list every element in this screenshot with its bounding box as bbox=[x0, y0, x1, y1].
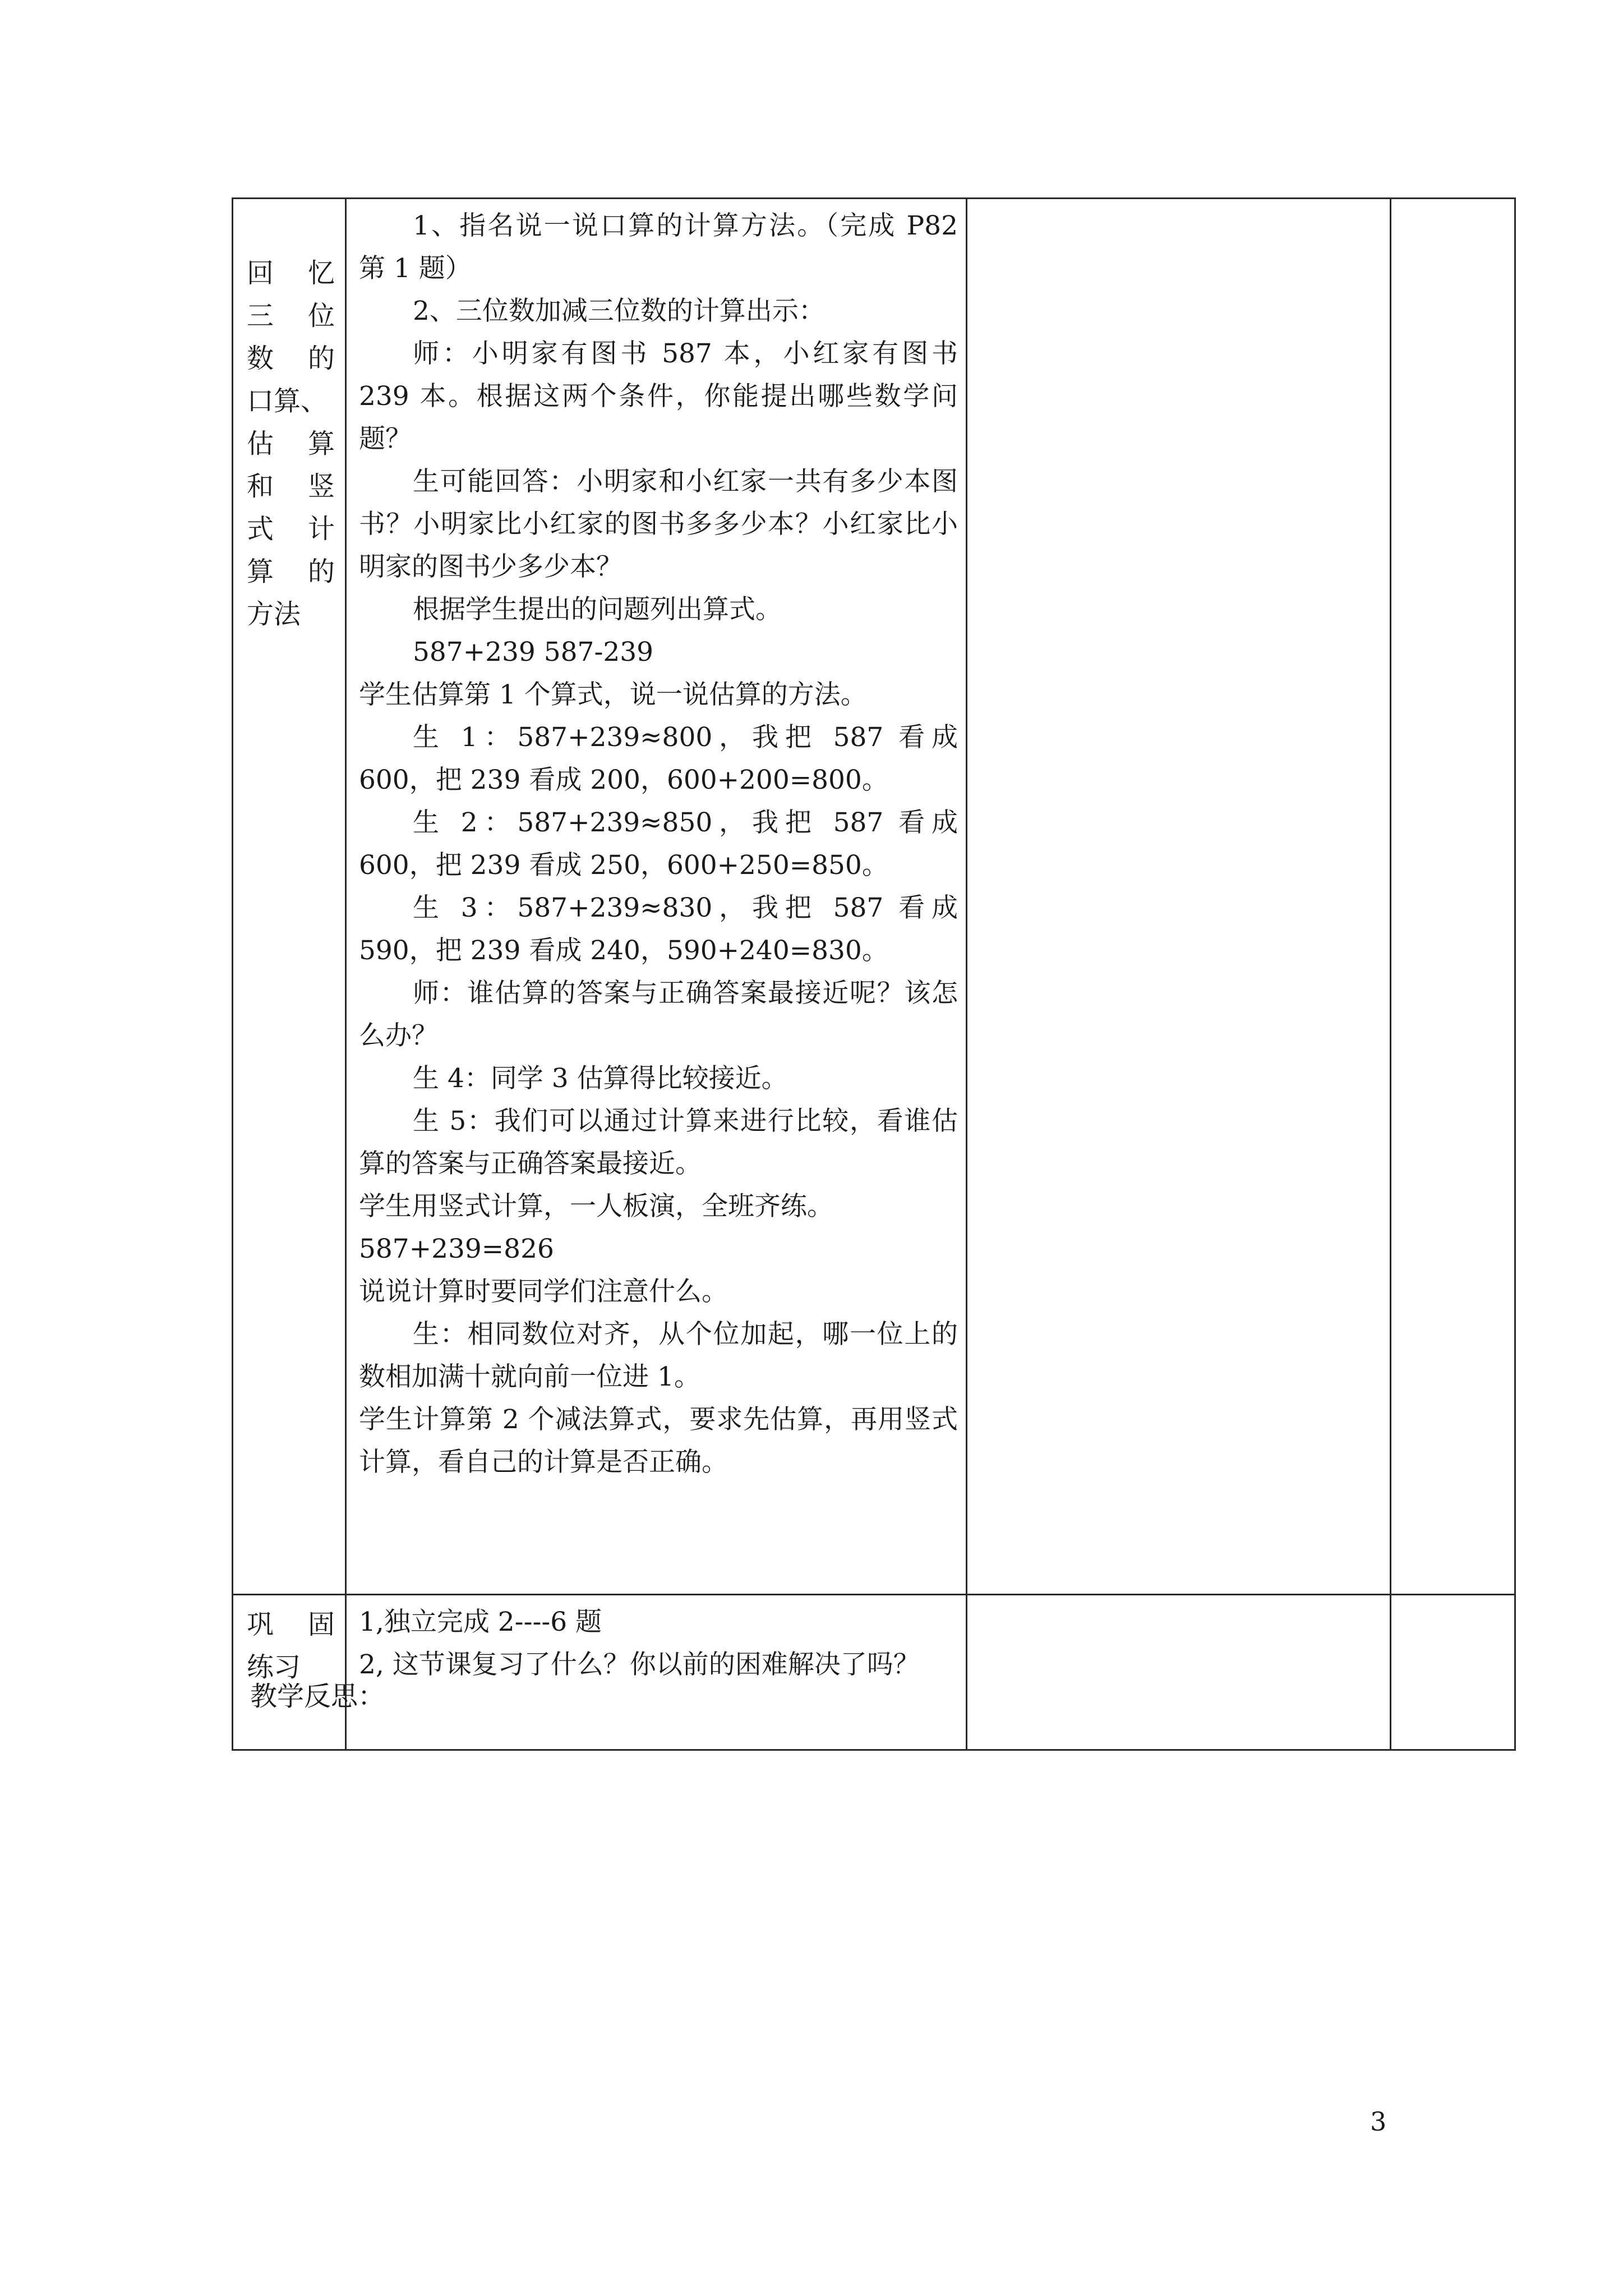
page-number: 3 bbox=[1370, 2106, 1387, 2137]
teaching-reflection-label: 教学反思： bbox=[250, 1681, 385, 1712]
practice-row bbox=[233, 1595, 1515, 1750]
label-char: 估 bbox=[247, 428, 274, 459]
label-char: 计 bbox=[307, 513, 335, 545]
label-char: 竖 bbox=[307, 471, 335, 502]
content-paragraph: 生 2：587+239≈850，我把 587 看成 600，把 239 看成 250，600+250=850。 bbox=[359, 807, 958, 881]
content-paragraph: 生 5：我们可以通过计算来进行比较，看谁估算的答案与正确答案最接近。 bbox=[359, 1106, 958, 1179]
label-char: 的 bbox=[307, 343, 335, 374]
practice-content-cell bbox=[346, 1595, 967, 1750]
lesson-plan-table bbox=[232, 197, 1516, 1751]
content-paragraph: 学生估算第 1 个算式，说一说估算的方法。 bbox=[359, 679, 867, 710]
label-char: 数 bbox=[247, 343, 274, 374]
content-paragraph: 587+239=826 bbox=[359, 1234, 554, 1264]
review-notes-cell bbox=[967, 199, 1391, 1595]
label-char: 口算、 bbox=[247, 385, 328, 417]
label-char: 的 bbox=[307, 556, 335, 587]
label-char: 三 bbox=[247, 300, 274, 332]
label-line bbox=[247, 465, 335, 508]
label-char: 忆 bbox=[307, 257, 335, 289]
label-line bbox=[247, 380, 335, 422]
label-line bbox=[247, 508, 335, 550]
content-paragraph: 根据学生提出的问题列出算式。 bbox=[413, 594, 782, 625]
label-line bbox=[247, 1603, 335, 1646]
practice-extra-cell bbox=[1391, 1595, 1515, 1750]
content-paragraph: 学生用竖式计算，一人板演，全班齐练。 bbox=[359, 1191, 833, 1222]
label-char: 式 bbox=[247, 513, 274, 545]
label-char: 巩 bbox=[247, 1609, 274, 1640]
content-paragraph: 生 4：同学 3 估算得比较接近。 bbox=[413, 1063, 788, 1094]
label-line bbox=[247, 252, 335, 295]
content-paragraph: 学生计算第 2 个减法算式，要求先估算，再用竖式计算，看自己的计算是否正确。 bbox=[359, 1404, 958, 1478]
content-paragraph: 1、指名说一说口算的计算方法。（完成 P82 第 1 题） bbox=[359, 210, 958, 284]
label-char: 算 bbox=[247, 556, 274, 587]
label-char: 固 bbox=[307, 1609, 335, 1640]
label-line bbox=[247, 337, 335, 380]
content-paragraph: 师：小明家有图书 587 本，小红家有图书 239 本。根据这两个条件，你能提出哪些数学问题？ bbox=[359, 338, 958, 454]
content-paragraph: 生 3：587+239≈830，我把 587 看成 590，把 239 看成 240，590+240=830。 bbox=[359, 892, 958, 966]
content-paragraph: 2、三位数加减三位数的计算出示： bbox=[413, 296, 825, 326]
content-paragraph: 师：谁估算的答案与正确答案最接近呢？该怎么办？ bbox=[359, 978, 958, 1051]
content-paragraph: 587+239 587-239 bbox=[413, 637, 654, 668]
review-content-cell bbox=[346, 199, 967, 1595]
review-stage-label bbox=[233, 199, 346, 1595]
label-char: 位 bbox=[307, 300, 335, 332]
practice-notes-cell bbox=[967, 1595, 1391, 1750]
practice-stage-label bbox=[233, 1595, 346, 1750]
review-row bbox=[233, 199, 1515, 1595]
content-paragraph: 1,独立完成 2----6 题 bbox=[359, 1607, 602, 1637]
content-paragraph: 2, 这节课复习了什么？你以前的困难解决了吗？ bbox=[359, 1649, 920, 1680]
label-char: 和 bbox=[247, 471, 274, 502]
content-paragraph: 生：相同数位对齐，从个位加起，哪一位上的数相加满十就向前一位进 1。 bbox=[359, 1319, 958, 1392]
content-paragraph: 说说计算时要同学们注意什么。 bbox=[359, 1276, 728, 1307]
content-paragraph: 生可能回答：小明家和小红家一共有多少本图书？小明家比小红家的图书多多少本？小红家比小明家的图书少多少本？ bbox=[359, 466, 958, 582]
label-line bbox=[247, 550, 335, 593]
label-line bbox=[247, 295, 335, 337]
review-extra-cell bbox=[1391, 199, 1515, 1595]
label-line bbox=[247, 422, 335, 465]
label-char: 练习 bbox=[247, 1651, 301, 1683]
label-char: 回 bbox=[247, 257, 274, 289]
label-char: 方法 bbox=[247, 599, 301, 630]
content-paragraph: 生 1：587+239≈800，我把 587 看成 600，把 239 看成 200，600+200=800。 bbox=[359, 722, 958, 795]
label-char: 算 bbox=[307, 428, 335, 459]
label-line bbox=[247, 593, 335, 636]
